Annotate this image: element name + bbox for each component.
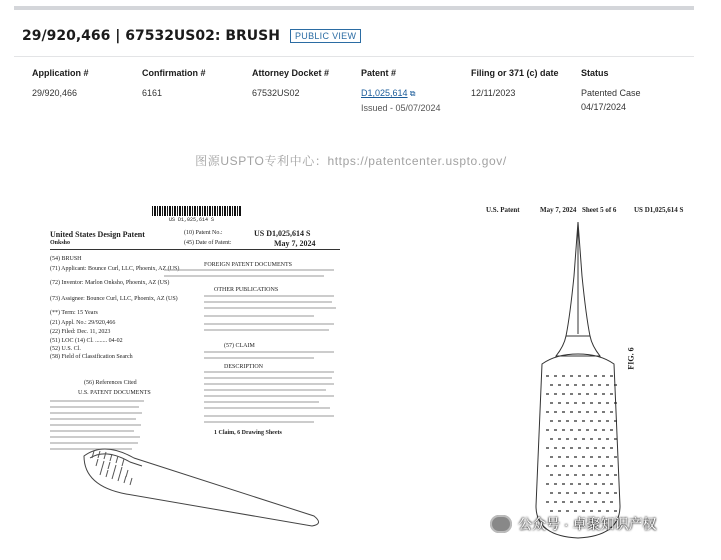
drawing-header-left: U.S. Patent [486,206,520,214]
doc-line: DESCRIPTION [224,364,264,370]
wechat-watermark [490,514,656,534]
doc-line: (**) Term: 15 Years [50,310,98,316]
doc-date: May 7, 2024 [274,239,316,248]
application-number-value: 29/920,466 [32,88,78,98]
doc-line: (71) Applicant: Bounce Curl, LLC, Phoenix, AZ (US) [50,266,180,272]
patent-drawing-sheet [470,196,705,546]
filing-date-value: 12/11/2023 [471,88,516,98]
doc-line: (73) Assignee: Bounce Curl, LLC, Phoenix, AZ (US) [50,296,178,302]
filing-date-label: Filing or 371 (c) date [471,68,559,78]
doc-line: (57) CLAIM [224,343,255,349]
doc-line: OTHER PUBLICATIONS [214,287,279,293]
patent-number-label: Patent # [361,68,397,78]
page-title: 29/920,466 | 67532US02: BRUSH [22,28,280,44]
page-header [22,28,361,44]
source-watermark: 图源USPTO专利中心：https://patentcenter.uspto.gov/ [195,154,507,168]
confirmation-number-field [142,68,206,100]
application-number-label: Application # [32,68,89,78]
application-number-field [32,68,89,100]
doc-line: (56) References Cited [84,380,137,386]
doc-line: U.S. PATENT DOCUMENTS [78,390,151,396]
external-link-icon[interactable]: ⧉ [407,89,416,98]
attorney-docket-field [252,68,329,100]
drawing-header-number: US D1,025,614 S [634,206,684,214]
confirmation-number-label: Confirmation # [142,68,206,78]
doc-line: 1 Claim, 6 Drawing Sheets [214,430,282,436]
drawing-header-sheet: Sheet 5 of 6 [582,206,617,214]
confirmation-number-value: 6161 [142,88,163,98]
attorney-docket-value: 67532US02 [252,88,300,98]
public-view-badge: PUBLIC VIEW [290,29,361,43]
filing-date-field [471,68,559,100]
status-value: Patented Case [581,88,641,98]
patent-issued-date: Issued - 05/07/2024 [361,103,441,113]
doc-line: (72) Inventor: Marlon Onksho, Phoenix, AZ (US) [50,280,170,286]
doc-patent-no: US D1,025,614 S [254,229,311,238]
doc-line: (54) BRUSH [50,256,82,262]
doc-date-label: (45) Date of Patent: [184,240,232,246]
brush-front-view-drawing [470,196,705,546]
doc-inventor: Onksho [50,240,71,246]
patent-front-page [14,196,360,536]
drawing-header-date: May 7, 2024 [540,206,577,214]
doc-line: (52) U.S. Cl. [50,346,81,352]
top-divider-bar [14,6,694,10]
status-date: 04/17/2024 [581,102,627,112]
header-divider [14,56,694,57]
attorney-docket-label: Attorney Docket # [252,68,330,78]
figure-label: FIG. 6 [626,347,636,370]
status-field [581,68,641,114]
doc-patent-no-label: (10) Patent No.: [184,230,223,236]
status-label: Status [581,68,609,78]
patent-number-link[interactable]: D1,025,614 [361,88,408,98]
doc-line: (58) Field of Classification Search [50,354,133,360]
wechat-account-name: 公众号 · 卓聚知识产权 [518,516,657,532]
doc-line: (22) Filed: Dec. 11, 2023 [50,329,111,335]
barcode-number: US D1,025,614 S [169,217,215,223]
doc-line: FOREIGN PATENT DOCUMENTS [204,262,293,268]
wechat-icon [490,515,512,533]
doc-line: (21) Appl. No.: 29/920,466 [50,320,116,326]
doc-heading: United States Design Patent [50,230,145,239]
brush-perspective-drawing [14,196,360,536]
patent-number-field [361,68,441,115]
doc-line: (51) LOC (14) Cl. ........ 04-02 [50,338,123,344]
